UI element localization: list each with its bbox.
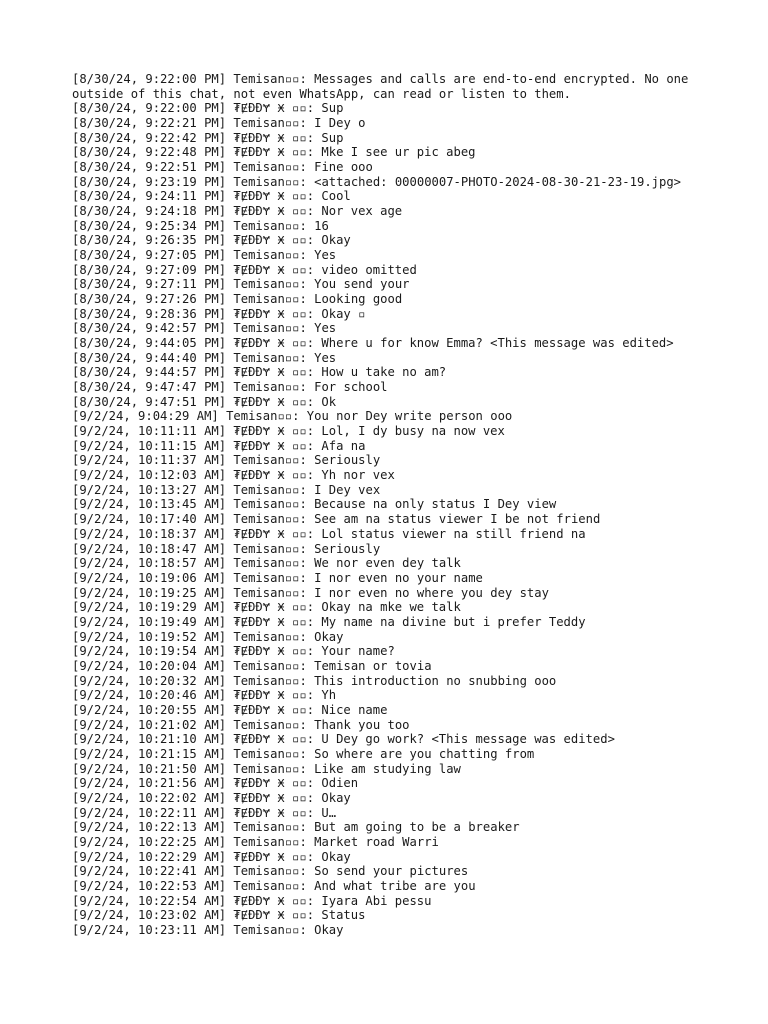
chat-line: [9/2/24, 9:04:29 AM] Temisan▫▫: You nor Dey write person ooo bbox=[72, 409, 513, 424]
chat-line: [8/30/24, 9:25:34 PM] Temisan▫▫: 16 bbox=[72, 218, 329, 233]
chat-line: [8/30/24, 9:22:21 PM] Temisan▫▫: I Dey o bbox=[72, 116, 366, 131]
chat-line: [9/2/24, 10:22:41 AM] Temisan▫▫: So send your pictures bbox=[72, 864, 469, 879]
chat-line: [9/2/24, 10:11:15 AM] ₮ɆĐĐɎ Ӿ ▫▫: Afa na bbox=[72, 438, 366, 453]
chat-line: [9/2/24, 10:23:11 AM] Temisan▫▫: Okay bbox=[72, 922, 344, 937]
chat-line: [8/30/24, 9:22:42 PM] ₮ɆĐĐɎ Ӿ ▫▫: Sup bbox=[72, 130, 344, 145]
chat-line: [9/2/24, 10:22:54 AM] ₮ɆĐĐɎ Ӿ ▫▫: Iyara Abi pessu bbox=[72, 893, 432, 908]
chat-line: [9/2/24, 10:13:27 AM] Temisan▫▫: I Dey vex bbox=[72, 482, 381, 497]
chat-line: [9/2/24, 10:22:29 AM] ₮ɆĐĐɎ Ӿ ▫▫: Okay bbox=[72, 849, 351, 864]
chat-line: [9/2/24, 10:22:02 AM] ₮ɆĐĐɎ Ӿ ▫▫: Okay bbox=[72, 790, 351, 805]
chat-line: [8/30/24, 9:44:57 PM] ₮ɆĐĐɎ Ӿ ▫▫: How u take no am? bbox=[72, 365, 447, 380]
chat-line: [9/2/24, 10:11:11 AM] ₮ɆĐĐɎ Ӿ ▫▫: Lol, I dy busy na now vex bbox=[72, 424, 505, 439]
chat-line: [9/2/24, 10:21:56 AM] ₮ɆĐĐɎ Ӿ ▫▫: Odien bbox=[72, 776, 359, 791]
chat-line: [8/30/24, 9:22:00 PM] Temisan▫▫: Messages and calls are end-to-end encrypted. No one outside of this chat, not even WhatsApp, can read or listen to them. bbox=[72, 72, 696, 101]
chat-line: [8/30/24, 9:22:51 PM] Temisan▫▫: Fine ooo bbox=[72, 160, 373, 175]
chat-line: [9/2/24, 10:18:37 AM] ₮ɆĐĐɎ Ӿ ▫▫: Lol status viewer na still friend na bbox=[72, 526, 586, 541]
chat-line: [9/2/24, 10:19:29 AM] ₮ɆĐĐɎ Ӿ ▫▫: Okay na mke we talk bbox=[72, 600, 461, 615]
chat-line: [9/2/24, 10:23:02 AM] ₮ɆĐĐɎ Ӿ ▫▫: Status bbox=[72, 908, 366, 923]
chat-line: [9/2/24, 10:19:52 AM] Temisan▫▫: Okay bbox=[72, 629, 344, 644]
chat-line: [8/30/24, 9:47:51 PM] ₮ɆĐĐɎ Ӿ ▫▫: Ok bbox=[72, 394, 337, 409]
chat-line: [8/30/24, 9:22:48 PM] ₮ɆĐĐɎ Ӿ ▫▫: Mke I see ur pic abeg bbox=[72, 145, 476, 160]
chat-line: [9/2/24, 10:21:10 AM] ₮ɆĐĐɎ Ӿ ▫▫: U Dey go work? <This message was edited> bbox=[72, 732, 615, 747]
chat-line: [9/2/24, 10:20:04 AM] Temisan▫▫: Temisan or tovia bbox=[72, 658, 432, 673]
chat-line: [9/2/24, 10:22:11 AM] ₮ɆĐĐɎ Ӿ ▫▫: U… bbox=[72, 805, 337, 820]
chat-line: [9/2/24, 10:21:50 AM] Temisan▫▫: Like am studying law bbox=[72, 761, 461, 776]
chat-line: [9/2/24, 10:13:45 AM] Temisan▫▫: Because na only status I Dey view bbox=[72, 497, 557, 512]
chat-line: [9/2/24, 10:21:15 AM] Temisan▫▫: So where are you chatting from bbox=[72, 746, 535, 761]
chat-line: [9/2/24, 10:22:53 AM] Temisan▫▫: And what tribe are you bbox=[72, 878, 476, 893]
chat-line: [9/2/24, 10:22:25 AM] Temisan▫▫: Market road Warri bbox=[72, 834, 439, 849]
chat-log bbox=[72, 72, 702, 938]
chat-line: [8/30/24, 9:28:36 PM] ₮ɆĐĐɎ Ӿ ▫▫: Okay ▫ bbox=[72, 306, 366, 321]
chat-line: [8/30/24, 9:24:18 PM] ₮ɆĐĐɎ Ӿ ▫▫: Nor vex age bbox=[72, 204, 403, 219]
chat-line: [8/30/24, 9:27:26 PM] Temisan▫▫: Looking good bbox=[72, 292, 403, 307]
chat-line: [9/2/24, 10:21:02 AM] Temisan▫▫: Thank you too bbox=[72, 717, 410, 732]
chat-line: [9/2/24, 10:20:46 AM] ₮ɆĐĐɎ Ӿ ▫▫: Yh bbox=[72, 688, 337, 703]
chat-line: [9/2/24, 10:20:32 AM] Temisan▫▫: This introduction no snubbing ooo bbox=[72, 673, 557, 688]
chat-line: [9/2/24, 10:18:57 AM] Temisan▫▫: We nor even dey talk bbox=[72, 556, 461, 571]
chat-line: [9/2/24, 10:22:13 AM] Temisan▫▫: But am going to be a breaker bbox=[72, 820, 520, 835]
chat-line: [9/2/24, 10:17:40 AM] Temisan▫▫: See am na status viewer I be not friend bbox=[72, 512, 601, 527]
chat-line: [8/30/24, 9:44:40 PM] Temisan▫▫: Yes bbox=[72, 350, 337, 365]
chat-line: [9/2/24, 10:12:03 AM] ₮ɆĐĐɎ Ӿ ▫▫: Yh nor vex bbox=[72, 468, 395, 483]
chat-line: [8/30/24, 9:27:11 PM] Temisan▫▫: You send your bbox=[72, 277, 410, 292]
chat-line: [9/2/24, 10:19:54 AM] ₮ɆĐĐɎ Ӿ ▫▫: Your name? bbox=[72, 644, 395, 659]
chat-line: [9/2/24, 10:19:25 AM] Temisan▫▫: I nor even no where you dey stay bbox=[72, 585, 549, 600]
chat-line: [8/30/24, 9:27:05 PM] Temisan▫▫: Yes bbox=[72, 248, 337, 263]
chat-line: [8/30/24, 9:26:35 PM] ₮ɆĐĐɎ Ӿ ▫▫: Okay bbox=[72, 233, 351, 248]
chat-line: [9/2/24, 10:20:55 AM] ₮ɆĐĐɎ Ӿ ▫▫: Nice name bbox=[72, 702, 388, 717]
chat-line: [8/30/24, 9:24:11 PM] ₮ɆĐĐɎ Ӿ ▫▫: Cool bbox=[72, 189, 351, 204]
chat-line: [9/2/24, 10:18:47 AM] Temisan▫▫: Seriously bbox=[72, 541, 381, 556]
chat-line: [8/30/24, 9:47:47 PM] Temisan▫▫: For school bbox=[72, 380, 388, 395]
chat-line: [9/2/24, 10:19:06 AM] Temisan▫▫: I nor even no your name bbox=[72, 570, 483, 585]
chat-line: [8/30/24, 9:42:57 PM] Temisan▫▫: Yes bbox=[72, 321, 337, 336]
chat-line: [9/2/24, 10:19:49 AM] ₮ɆĐĐɎ Ӿ ▫▫: My name na divine but i prefer Teddy bbox=[72, 614, 586, 629]
chat-line: [8/30/24, 9:44:05 PM] ₮ɆĐĐɎ Ӿ ▫▫: Where u for know Emma? <This message was edited> bbox=[72, 336, 674, 351]
chat-line: [9/2/24, 10:11:37 AM] Temisan▫▫: Seriously bbox=[72, 453, 381, 468]
chat-line: [8/30/24, 9:27:09 PM] ₮ɆĐĐɎ Ӿ ▫▫: video omitted bbox=[72, 262, 417, 277]
chat-line: [8/30/24, 9:23:19 PM] Temisan▫▫: <attached: 00000007-PHOTO-2024-08-30-21-23-19.jpg> bbox=[72, 174, 682, 189]
chat-line: [8/30/24, 9:22:00 PM] ₮ɆĐĐɎ Ӿ ▫▫: Sup bbox=[72, 101, 344, 116]
